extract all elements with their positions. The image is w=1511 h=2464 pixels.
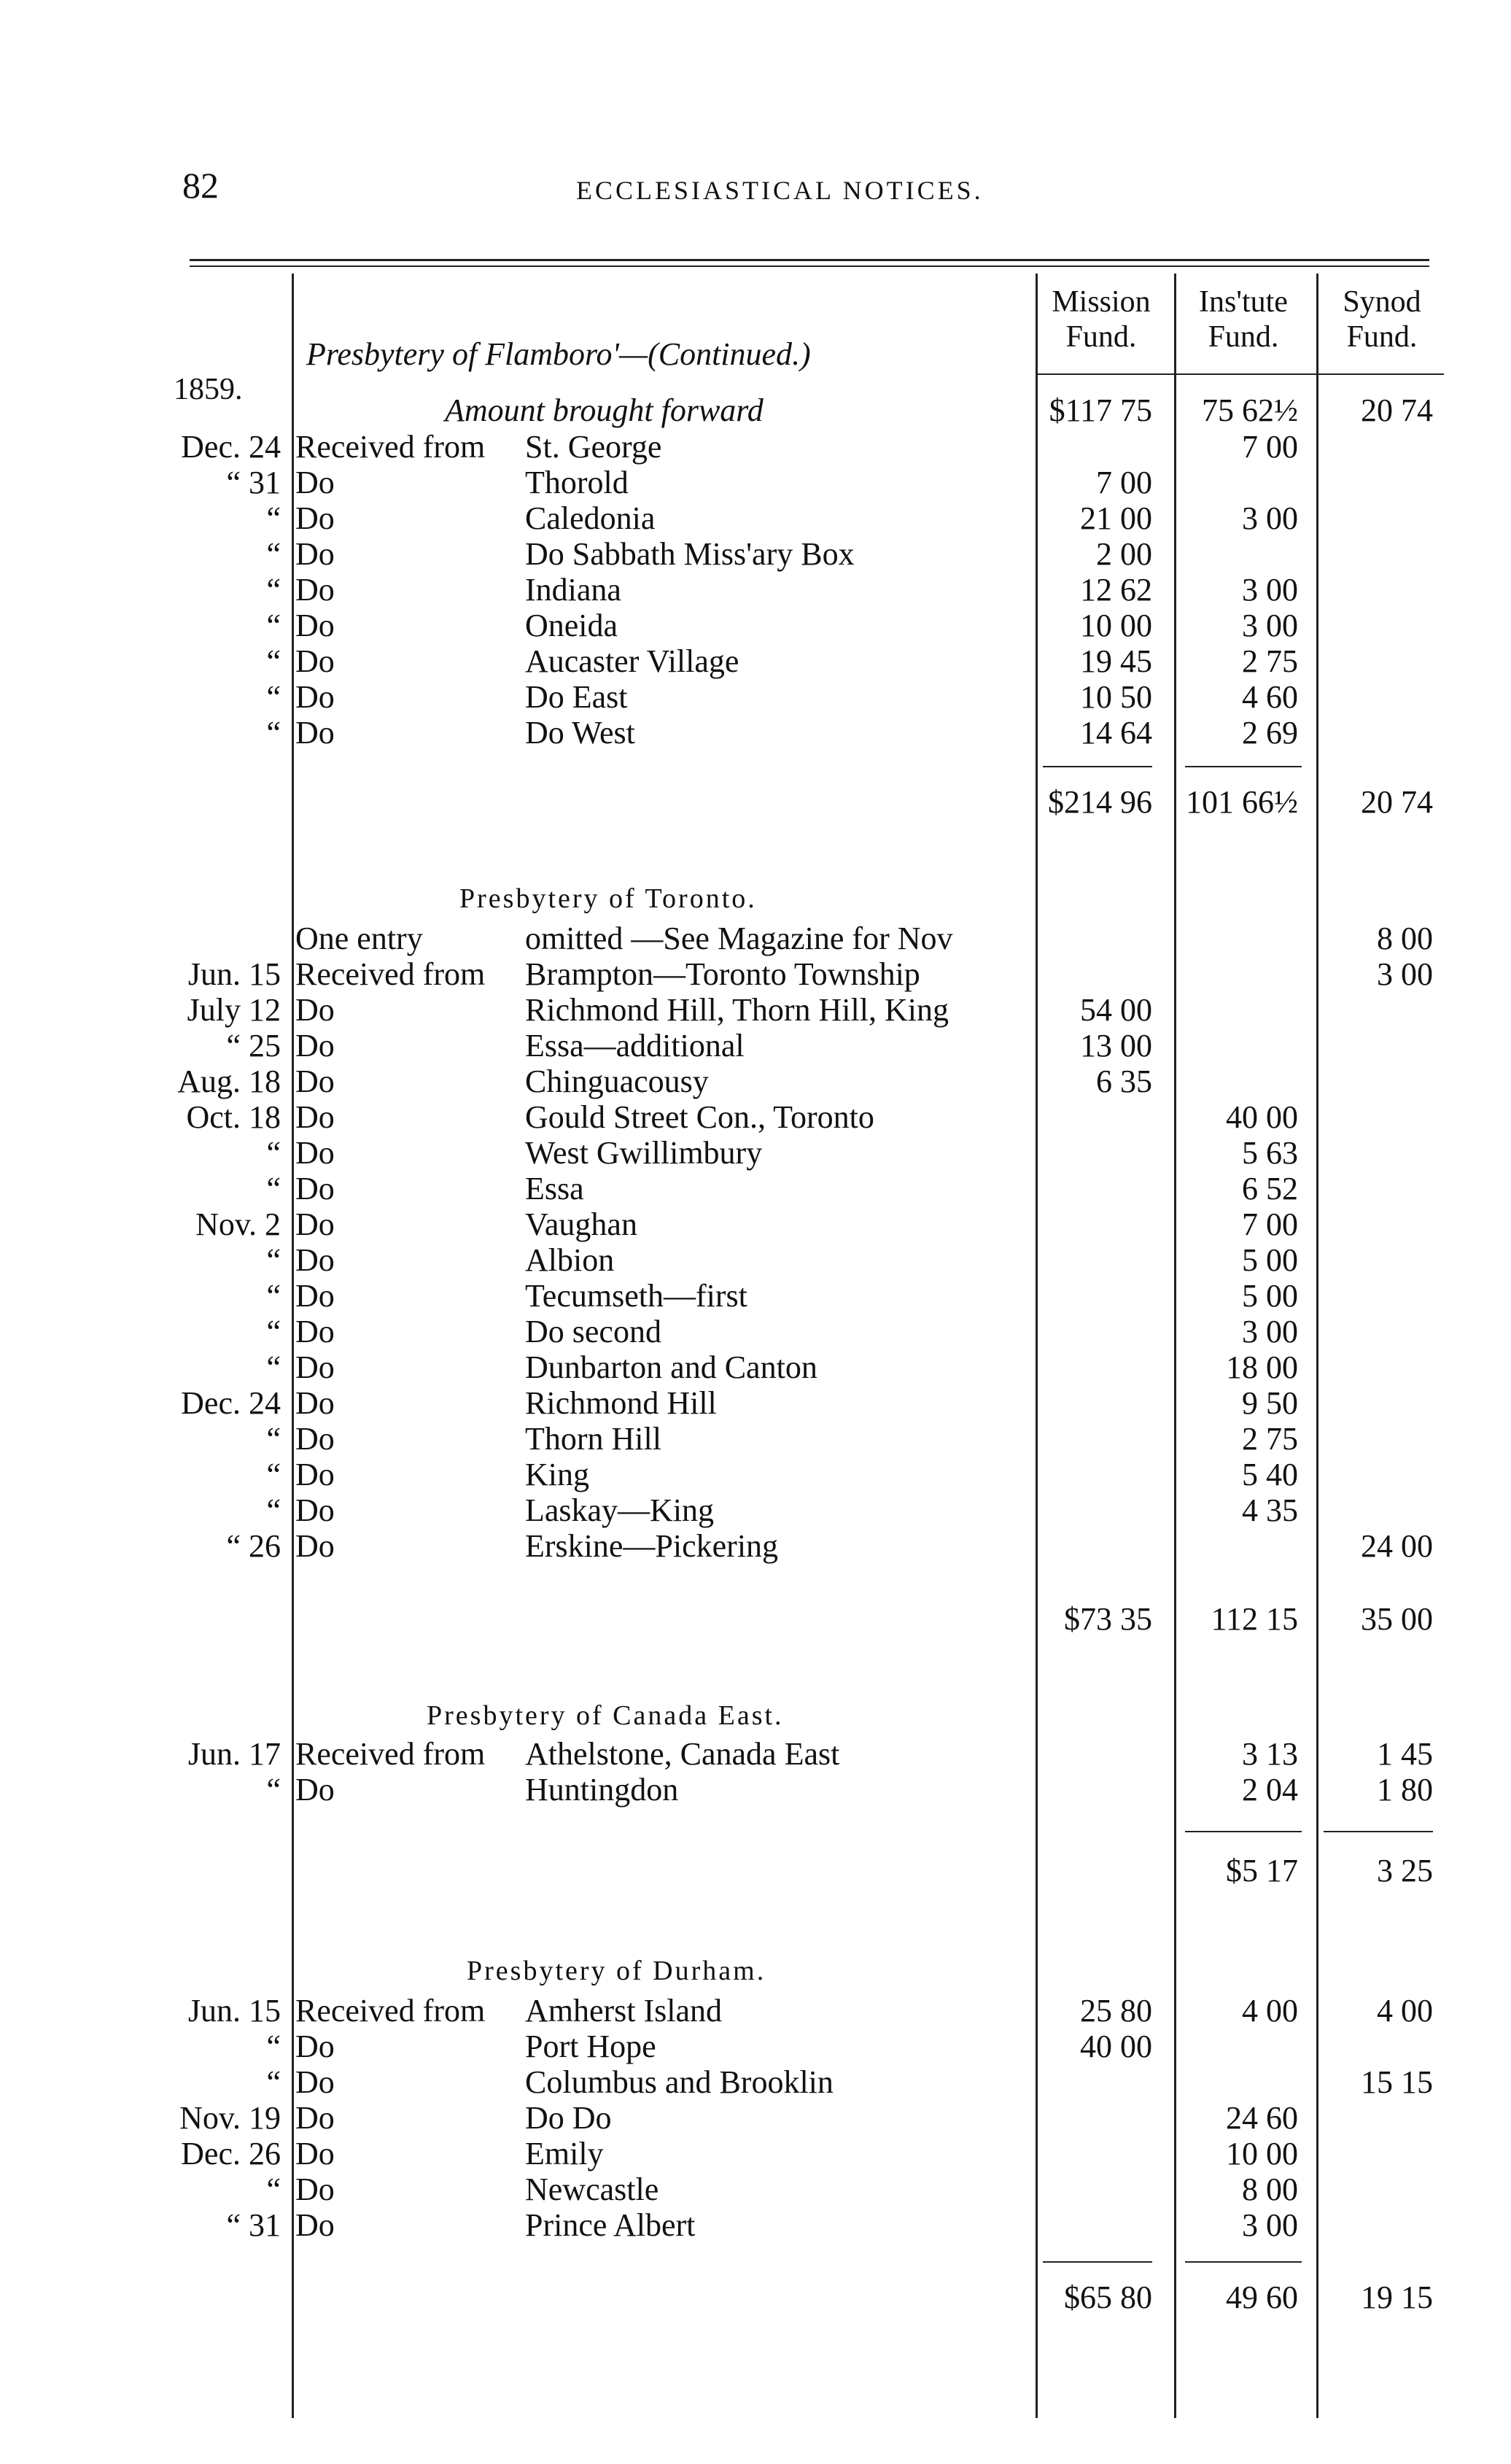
- ledger-row: [0, 1242, 1511, 1279]
- entry-received: Do: [295, 992, 335, 1028]
- entry-place: Brampton—Toronto Township: [525, 956, 920, 992]
- entry-place: Do Sabbath Miss'ary Box: [525, 536, 855, 572]
- entry-place: Amherst Island: [525, 1993, 723, 2029]
- ledger-row: [0, 1457, 1511, 1493]
- bf-institute: 75 62½: [1202, 392, 1298, 428]
- entry-place: Essa—additional: [525, 1028, 745, 1064]
- entry-institute-amount: 4 35: [1242, 1492, 1298, 1528]
- entry-date: Dec. 24: [181, 429, 281, 465]
- entry-place: King: [525, 1457, 589, 1492]
- ledger-row: [0, 536, 1511, 573]
- entry-received: Do: [295, 1385, 335, 1421]
- entry-institute-amount: 3 00: [1242, 572, 1298, 608]
- ledger-row: [0, 679, 1511, 716]
- entry-received: Do: [295, 2207, 335, 2243]
- entry-institute-amount: 5 40: [1242, 1457, 1298, 1492]
- canada-east-totals: [0, 1853, 1511, 1889]
- ledger-row: [0, 429, 1511, 465]
- entry-mission-amount: 21 00: [1080, 500, 1152, 536]
- entry-received: Do: [295, 536, 335, 572]
- entry-place: St. George: [525, 429, 662, 465]
- entry-received: Do: [295, 1206, 335, 1242]
- entry-received: Do: [295, 715, 335, 751]
- entry-date: “: [266, 2064, 281, 2100]
- entry-received: Do: [295, 2029, 335, 2064]
- entry-synod-amount: 4 00: [1377, 1993, 1433, 2029]
- entry-place: West Gwillimbury: [525, 1135, 763, 1171]
- entry-place: Richmond Hill: [525, 1385, 717, 1421]
- entry-date: “: [266, 500, 281, 536]
- entry-place: Dunbarton and Canton: [525, 1349, 817, 1385]
- entry-received: Do: [295, 1171, 335, 1206]
- ledger-row: [0, 1772, 1511, 1808]
- entry-date: Dec. 26: [181, 2136, 281, 2172]
- section-title-canada-east: Presbytery of Canada East.: [427, 1700, 784, 1731]
- total-mission: $65 80: [1064, 2279, 1152, 2315]
- entry-date: “ 31: [226, 2207, 281, 2243]
- entry-institute-amount: 4 60: [1242, 679, 1298, 715]
- ledger-row: [0, 2136, 1511, 2172]
- ledger-row: [0, 465, 1511, 501]
- sum-rule-s2: [1324, 1831, 1433, 1832]
- entry-date: “: [266, 1135, 281, 1171]
- entry-date: “: [266, 1242, 281, 1278]
- entry-mission-amount: 14 64: [1080, 715, 1152, 751]
- entry-institute-amount: 3 00: [1242, 608, 1298, 643]
- ledger-row: [0, 643, 1511, 680]
- ledger-row: [0, 2064, 1511, 2101]
- entry-mission-amount: 54 00: [1080, 992, 1152, 1028]
- entry-place: Essa: [525, 1171, 584, 1206]
- entry-received: Do: [295, 2064, 335, 2100]
- sum-rule-m0: [1043, 766, 1152, 767]
- entry-date: “: [266, 572, 281, 608]
- entry-date: “: [266, 536, 281, 572]
- entry-received: Do: [295, 1314, 335, 1349]
- entry-mission-amount: 2 00: [1096, 536, 1152, 572]
- entry-mission-amount: 6 35: [1096, 1064, 1152, 1099]
- entry-place: Erskine—Pickering: [525, 1528, 779, 1564]
- ledger-row: [0, 992, 1511, 1028]
- entry-institute-amount: 6 52: [1242, 1171, 1298, 1206]
- ledger-row: [0, 572, 1511, 608]
- entry-place: Emily: [525, 2136, 604, 2172]
- entry-received: Do: [295, 1772, 335, 1808]
- entry-institute-amount: 2 04: [1242, 1772, 1298, 1808]
- entry-place: Athelstone, Canada East: [525, 1736, 840, 1772]
- toronto-totals: [0, 1601, 1511, 1638]
- entry-institute-amount: 3 00: [1242, 2207, 1298, 2243]
- entry-received: Do: [295, 1028, 335, 1064]
- sum-rule-i2: [1185, 1831, 1302, 1832]
- entry-date: Jun. 17: [187, 1736, 281, 1772]
- synod-heading-l2: Fund.: [1346, 320, 1418, 354]
- total-institute: $5 17: [1226, 1853, 1298, 1888]
- ledger-row: [0, 1278, 1511, 1314]
- entry-received: Do: [295, 2136, 335, 2172]
- ledger-row: [0, 1099, 1511, 1136]
- entry-institute-amount: 10 00: [1226, 2136, 1298, 2172]
- durham-totals: [0, 2279, 1511, 2316]
- entry-date: “: [266, 1349, 281, 1385]
- entry-received: Do: [295, 679, 335, 715]
- mission-fund-heading: [1039, 284, 1163, 355]
- entry-date: “ 31: [226, 465, 281, 500]
- entry-mission-amount: 19 45: [1080, 643, 1152, 679]
- ledger-row: [0, 1028, 1511, 1064]
- total-institute: 49 60: [1226, 2279, 1298, 2315]
- entry-date: “: [266, 1314, 281, 1349]
- entry-date: “ 25: [226, 1028, 281, 1064]
- ledger-row: [0, 1385, 1511, 1422]
- entry-place: Chinguacousy: [525, 1064, 709, 1099]
- entry-place: Albion: [525, 1242, 615, 1278]
- entry-date: “: [266, 715, 281, 751]
- entry-date: “ 26: [226, 1528, 281, 1564]
- entry-received: Do: [295, 465, 335, 500]
- entry-place: Thorold: [525, 465, 629, 500]
- institute-heading-l1: Ins'tute: [1199, 285, 1288, 319]
- total-institute: 101 66½: [1186, 784, 1298, 820]
- entry-place: Aucaster Village: [525, 643, 739, 679]
- entry-institute-amount: 8 00: [1242, 2172, 1298, 2207]
- synod-fund-heading: [1320, 284, 1444, 355]
- entry-date: Jun. 15: [187, 1993, 281, 2029]
- entry-received: One entry: [295, 921, 423, 956]
- ledger-row: [0, 1171, 1511, 1207]
- entry-received: Do: [295, 643, 335, 679]
- header-rule: [1036, 373, 1444, 375]
- entry-received: Do: [295, 1278, 335, 1314]
- entry-mission-amount: 7 00: [1096, 465, 1152, 500]
- entry-received: Do: [295, 2172, 335, 2207]
- entry-mission-amount: 25 80: [1080, 1993, 1152, 2029]
- entry-mission-amount: 10 50: [1080, 679, 1152, 715]
- entry-received: Do: [295, 2100, 335, 2136]
- entry-received: Do: [295, 608, 335, 643]
- entry-place: Port Hope: [525, 2029, 656, 2064]
- entry-institute-amount: 2 69: [1242, 715, 1298, 751]
- entry-synod-amount: 1 80: [1377, 1772, 1433, 1808]
- entry-institute-amount: 9 50: [1242, 1385, 1298, 1421]
- entry-mission-amount: 12 62: [1080, 572, 1152, 608]
- ledger-row: [0, 2029, 1511, 2065]
- entry-date: Jun. 15: [187, 956, 281, 992]
- entry-received: Received from: [295, 429, 486, 465]
- entry-date: “: [266, 1278, 281, 1314]
- ledger-row: [0, 2172, 1511, 2208]
- entry-place: Laskay—King: [525, 1492, 715, 1528]
- entry-received: Do: [295, 1242, 335, 1278]
- entry-place: Columbus and Brooklin: [525, 2064, 834, 2100]
- entry-received: Do: [295, 1528, 335, 1564]
- entry-received: Do: [295, 1492, 335, 1528]
- entry-received: Received from: [295, 1993, 486, 2029]
- ledger-row: [0, 1993, 1511, 2029]
- entry-received: Do: [295, 1457, 335, 1492]
- ledger-row: [0, 1206, 1511, 1243]
- entry-place: Newcastle: [525, 2172, 659, 2207]
- entry-institute-amount: 3 00: [1242, 1314, 1298, 1349]
- ledger-row: [0, 715, 1511, 751]
- entry-institute-amount: 2 75: [1242, 1421, 1298, 1457]
- synod-heading-l1: Synod: [1343, 285, 1421, 319]
- mission-heading-l1: Mission: [1052, 285, 1151, 319]
- total-synod: 19 15: [1361, 2279, 1433, 2315]
- sum-rule-i3: [1185, 2261, 1302, 2263]
- ledger-row: [0, 1064, 1511, 1100]
- entry-institute-amount: 3 00: [1242, 500, 1298, 536]
- entry-institute-amount: 24 60: [1226, 2100, 1298, 2136]
- entry-received: Do: [295, 1064, 335, 1099]
- entry-place: Indiana: [525, 572, 621, 608]
- entry-mission-amount: 40 00: [1080, 2029, 1152, 2064]
- year-label: 1859.: [174, 373, 243, 406]
- entry-date: “: [266, 1492, 281, 1528]
- total-synod: 35 00: [1361, 1601, 1433, 1637]
- ledger-row: [0, 1135, 1511, 1171]
- entry-institute-amount: 18 00: [1226, 1349, 1298, 1385]
- ledger-row: [0, 1736, 1511, 1773]
- entry-place: Gould Street Con., Toronto: [525, 1099, 874, 1135]
- entry-date: “: [266, 1457, 281, 1492]
- entry-place: Vaughan: [525, 1206, 637, 1242]
- total-mission: $73 35: [1064, 1601, 1152, 1637]
- top-rule: [190, 259, 1429, 261]
- brought-forward-label: Amount brought forward: [445, 392, 764, 428]
- entry-date: “: [266, 643, 281, 679]
- entry-place: Caledonia: [525, 500, 656, 536]
- section-title-durham: Presbytery of Durham.: [467, 1956, 766, 1986]
- entry-place: Do Do: [525, 2100, 612, 2136]
- entry-institute-amount: 4 00: [1242, 1993, 1298, 2029]
- entry-date: Nov. 2: [195, 1206, 281, 1242]
- section-title-toronto: Presbytery of Toronto.: [459, 883, 757, 914]
- entry-received: Do: [295, 1099, 335, 1135]
- entry-place: Do West: [525, 715, 635, 751]
- entry-received: Do: [295, 572, 335, 608]
- entry-institute-amount: 7 00: [1242, 429, 1298, 465]
- section-title-flamboro: Presbytery of Flamboro'—(Continued.): [306, 336, 811, 372]
- entry-date: Nov. 19: [179, 2100, 281, 2136]
- entry-date: “: [266, 679, 281, 715]
- entry-place: Huntingdon: [525, 1772, 679, 1808]
- total-mission: $214 96: [1048, 784, 1152, 820]
- entry-received: Do: [295, 1135, 335, 1171]
- entry-received: Do: [295, 1421, 335, 1457]
- entry-date: “: [266, 2172, 281, 2207]
- entry-institute-amount: 3 13: [1242, 1736, 1298, 1772]
- entry-synod-amount: 8 00: [1377, 921, 1433, 956]
- entry-date: Dec. 24: [181, 1385, 281, 1421]
- entry-institute-amount: 5 63: [1242, 1135, 1298, 1171]
- entry-date: July 12: [187, 992, 281, 1028]
- entry-place: Richmond Hill, Thorn Hill, King: [525, 992, 949, 1028]
- entry-synod-amount: 3 00: [1377, 956, 1433, 992]
- entry-place: Tecumseth—first: [525, 1278, 747, 1314]
- ledger-row: [0, 2100, 1511, 2136]
- bf-mission: $117 75: [1049, 392, 1152, 428]
- bf-synod: 20 74: [1361, 392, 1433, 428]
- total-institute: 112 15: [1211, 1601, 1298, 1637]
- entry-mission-amount: 13 00: [1080, 1028, 1152, 1064]
- entry-institute-amount: 5 00: [1242, 1278, 1298, 1314]
- sum-rule-m3: [1043, 2261, 1152, 2263]
- brought-forward-row: [0, 392, 1511, 429]
- ledger-row: [0, 608, 1511, 644]
- entry-received: Received from: [295, 956, 486, 992]
- ledger-row: [0, 500, 1511, 537]
- ledger-row: [0, 1349, 1511, 1386]
- entry-received: Do: [295, 500, 335, 536]
- entry-date: “: [266, 1421, 281, 1457]
- running-title: ECCLESIASTICAL NOTICES.: [576, 176, 984, 205]
- entry-received: Received from: [295, 1736, 486, 1772]
- ledger-row: [0, 956, 1511, 993]
- top-rule-2: [190, 266, 1429, 267]
- total-synod: 3 25: [1377, 1853, 1433, 1888]
- entry-institute-amount: 40 00: [1226, 1099, 1298, 1135]
- ledger-row: [0, 1314, 1511, 1350]
- sum-rule-i0: [1185, 766, 1302, 767]
- mission-heading-l2: Fund.: [1065, 320, 1137, 354]
- entry-place: Prince Albert: [525, 2207, 696, 2243]
- entry-synod-amount: 24 00: [1361, 1528, 1433, 1564]
- entry-institute-amount: 5 00: [1242, 1242, 1298, 1278]
- entry-date: “: [266, 2029, 281, 2064]
- entry-date: Aug. 18: [177, 1064, 281, 1099]
- ledger-row: [0, 921, 1511, 957]
- flamboro-totals: [0, 784, 1511, 821]
- ledger-row: [0, 2207, 1511, 2244]
- entry-mission-amount: 10 00: [1080, 608, 1152, 643]
- entry-place: omitted —See Magazine for Nov: [525, 921, 953, 956]
- entry-institute-amount: 7 00: [1242, 1206, 1298, 1242]
- ledger-row: [0, 1421, 1511, 1457]
- entry-place: Do second: [525, 1314, 661, 1349]
- entry-received: Do: [295, 1349, 335, 1385]
- entry-date: “: [266, 1772, 281, 1808]
- entry-synod-amount: 15 15: [1361, 2064, 1433, 2100]
- ledger-row: [0, 1492, 1511, 1529]
- total-synod: 20 74: [1361, 784, 1433, 820]
- entry-place: Thorn Hill: [525, 1421, 661, 1457]
- entry-place: Oneida: [525, 608, 618, 643]
- entry-date: Oct. 18: [186, 1099, 281, 1135]
- entry-place: Do East: [525, 679, 628, 715]
- entry-institute-amount: 2 75: [1242, 643, 1298, 679]
- institute-fund-heading: [1181, 284, 1305, 355]
- page-number: 82: [182, 165, 219, 206]
- entry-synod-amount: 1 45: [1377, 1736, 1433, 1772]
- institute-heading-l2: Fund.: [1208, 320, 1279, 354]
- entry-date: “: [266, 608, 281, 643]
- entry-date: “: [266, 1171, 281, 1206]
- ledger-row: [0, 1528, 1511, 1565]
